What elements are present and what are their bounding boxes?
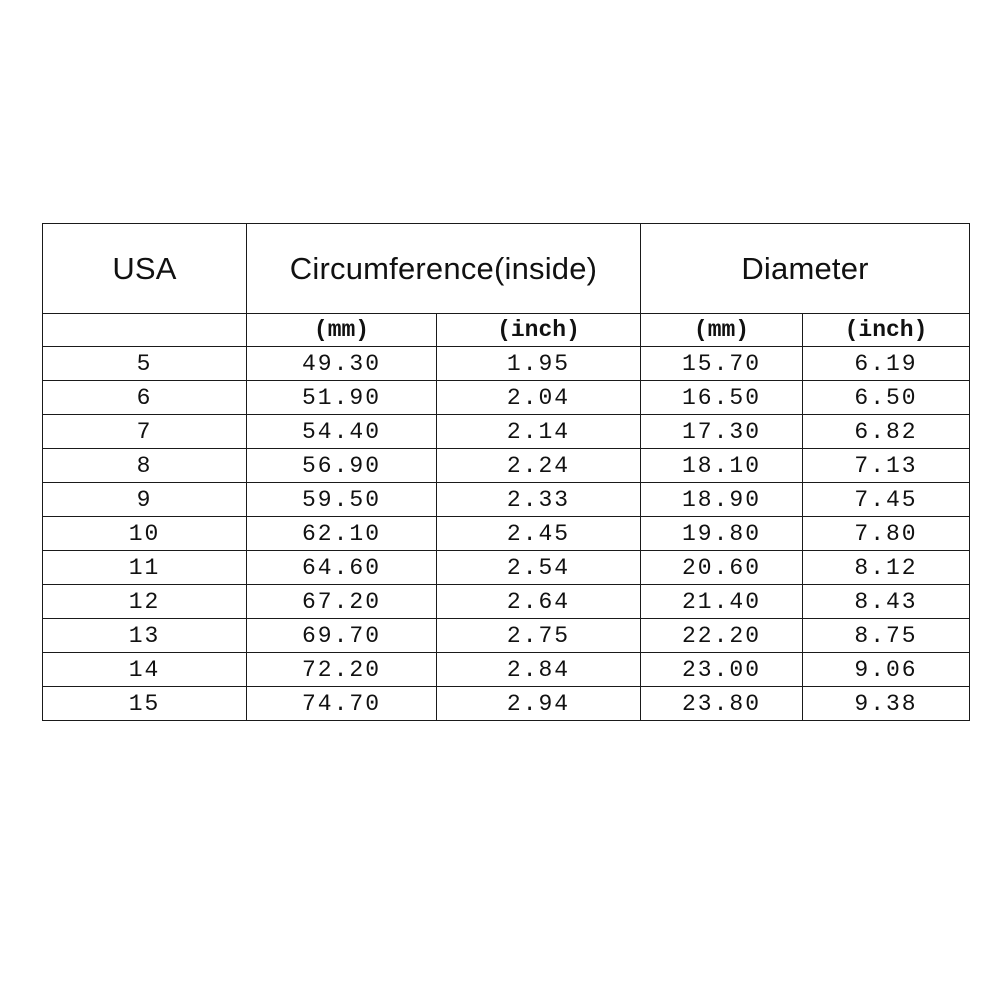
diameter-inch-cell: 8.75 <box>803 619 970 653</box>
usa-size-cell: 15 <box>43 687 247 721</box>
diameter-inch-cell: 7.45 <box>803 483 970 517</box>
circumference-mm-cell: 69.70 <box>247 619 437 653</box>
diameter-mm-cell: 23.80 <box>641 687 803 721</box>
diameter-inch-unit: (inch) <box>803 314 970 347</box>
diameter-mm-cell: 16.50 <box>641 381 803 415</box>
circumference-inch-cell: 2.64 <box>437 585 641 619</box>
diameter-header: Diameter <box>641 224 970 314</box>
circumference-inch-cell: 2.54 <box>437 551 641 585</box>
usa-size-cell: 6 <box>43 381 247 415</box>
header-row <box>43 224 970 314</box>
diameter-mm-cell: 19.80 <box>641 517 803 551</box>
circumference-inch-cell: 2.33 <box>437 483 641 517</box>
circumference-mm-cell: 51.90 <box>247 381 437 415</box>
diameter-inch-cell: 9.38 <box>803 687 970 721</box>
circumference-mm-cell: 74.70 <box>247 687 437 721</box>
diameter-inch-cell: 9.06 <box>803 653 970 687</box>
diameter-mm-cell: 15.70 <box>641 347 803 381</box>
diameter-mm-cell: 17.30 <box>641 415 803 449</box>
diameter-inch-cell: 6.50 <box>803 381 970 415</box>
diameter-mm-cell: 21.40 <box>641 585 803 619</box>
table-row <box>43 585 970 619</box>
diameter-mm-cell: 22.20 <box>641 619 803 653</box>
circumference-mm-unit: (mm) <box>247 314 437 347</box>
table-row <box>43 687 970 721</box>
usa-size-cell: 11 <box>43 551 247 585</box>
diameter-mm-cell: 20.60 <box>641 551 803 585</box>
circumference-inch-cell: 2.45 <box>437 517 641 551</box>
diameter-inch-cell: 7.80 <box>803 517 970 551</box>
table-row <box>43 619 970 653</box>
circumference-header: Circumference(inside) <box>247 224 641 314</box>
diameter-mm-cell: 18.90 <box>641 483 803 517</box>
circumference-inch-cell: 2.14 <box>437 415 641 449</box>
diameter-inch-cell: 8.43 <box>803 585 970 619</box>
table-row <box>43 347 970 381</box>
table-row <box>43 381 970 415</box>
circumference-inch-cell: 2.94 <box>437 687 641 721</box>
circumference-mm-cell: 59.50 <box>247 483 437 517</box>
table-row <box>43 415 970 449</box>
circumference-inch-cell: 2.04 <box>437 381 641 415</box>
circumference-mm-cell: 62.10 <box>247 517 437 551</box>
usa-size-cell: 13 <box>43 619 247 653</box>
diameter-inch-cell: 7.13 <box>803 449 970 483</box>
circumference-mm-cell: 72.20 <box>247 653 437 687</box>
unit-blank-cell <box>43 314 247 347</box>
circumference-mm-cell: 67.20 <box>247 585 437 619</box>
diameter-inch-cell: 8.12 <box>803 551 970 585</box>
usa-size-cell: 5 <box>43 347 247 381</box>
circumference-mm-cell: 49.30 <box>247 347 437 381</box>
table-row <box>43 653 970 687</box>
unit-row <box>43 314 970 347</box>
circumference-inch-cell: 2.75 <box>437 619 641 653</box>
usa-size-cell: 8 <box>43 449 247 483</box>
circumference-mm-cell: 56.90 <box>247 449 437 483</box>
diameter-inch-cell: 6.19 <box>803 347 970 381</box>
table-row <box>43 449 970 483</box>
table-row <box>43 551 970 585</box>
diameter-mm-cell: 23.00 <box>641 653 803 687</box>
usa-size-cell: 10 <box>43 517 247 551</box>
diameter-mm-unit: (mm) <box>641 314 803 347</box>
circumference-inch-cell: 1.95 <box>437 347 641 381</box>
table-body <box>43 224 970 721</box>
usa-size-cell: 9 <box>43 483 247 517</box>
usa-size-cell: 14 <box>43 653 247 687</box>
usa-size-cell: 7 <box>43 415 247 449</box>
diameter-mm-cell: 18.10 <box>641 449 803 483</box>
circumference-inch-cell: 2.24 <box>437 449 641 483</box>
circumference-mm-cell: 64.60 <box>247 551 437 585</box>
diameter-inch-cell: 6.82 <box>803 415 970 449</box>
circumference-inch-cell: 2.84 <box>437 653 641 687</box>
ring-size-table <box>42 223 970 721</box>
table-row <box>43 517 970 551</box>
usa-header: USA <box>43 224 247 314</box>
table-row <box>43 483 970 517</box>
circumference-inch-unit: (inch) <box>437 314 641 347</box>
circumference-mm-cell: 54.40 <box>247 415 437 449</box>
usa-size-cell: 12 <box>43 585 247 619</box>
